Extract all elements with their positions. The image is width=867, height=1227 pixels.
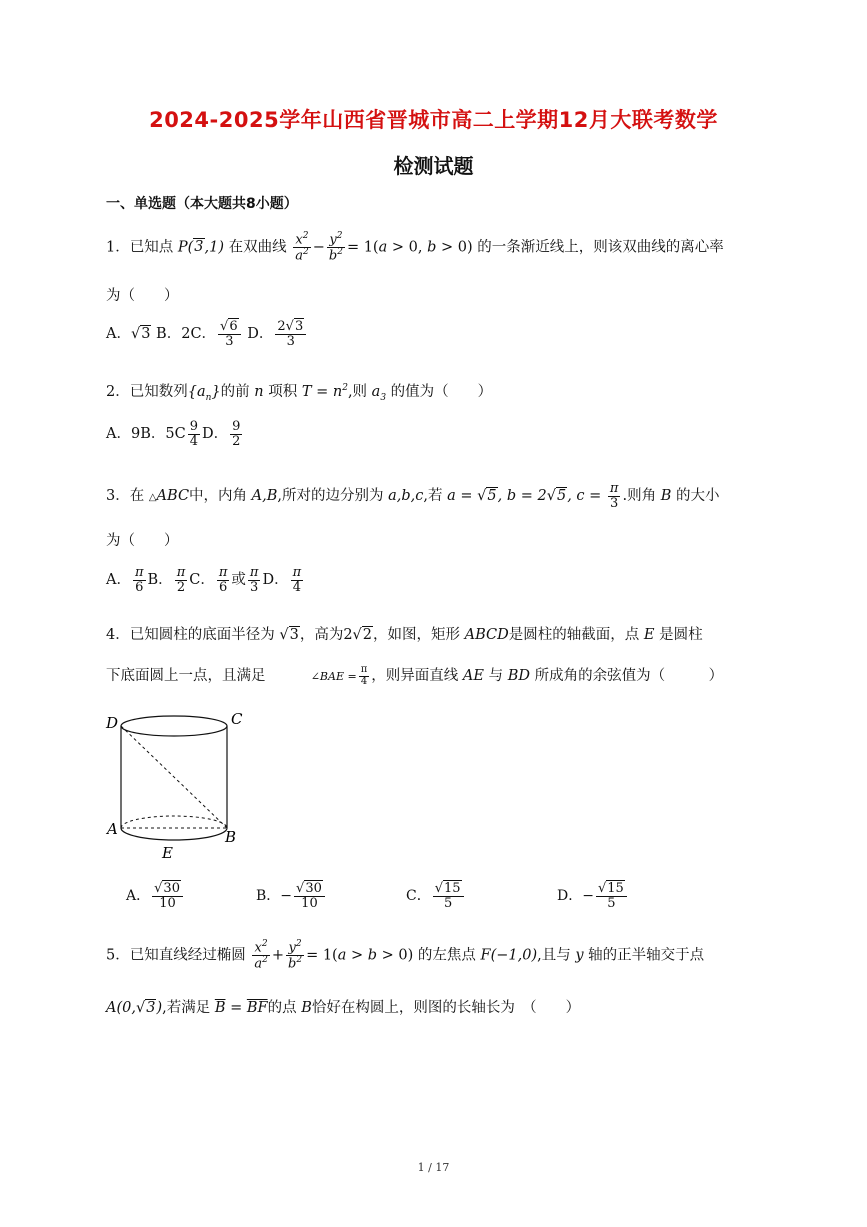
q4-option-c: C． $\frac{√15}{5}$ [406,882,466,910]
q3-text-b: 中，内角 [189,488,248,505]
q4-rect: ABCD [464,627,509,643]
q5-line2 [106,996,580,1017]
q1-text: 在双曲线 [228,239,287,256]
q3-pi3: $\frac{\pi}{3}$ [609,481,619,511]
q4-line2-c: 与 [488,668,504,684]
q2-line1 [106,380,492,403]
q5-line1: 5．已知直线经过椭圆 $\frac{x^2}{a^2}$ + $\frac{y^2}{b^2}$ = 1(a > b > 0) 的左焦点 F(−1,0),且与 y 轴的正半轴交于点 [106,939,705,972]
label-A: A [107,820,118,838]
document-subtitle: 检测试题 [393,154,474,178]
q2-text-e: 的值为（ ） [390,384,493,400]
q5-A: A(0,√3) [106,1000,163,1016]
q3-text-d: ,若 [423,488,443,505]
q4-angle: ∠BAE = [310,670,357,683]
q4-text-e: 是圆柱 [659,627,703,643]
q4-line2-d: 所成角的余弦值为（ ） [534,668,724,684]
q1-number: 1．已知点 [106,239,174,256]
q5-text-c: ,且与 [537,947,571,964]
q4-line1: 4．已知圆柱的底面半径为 √3，高为2√2，如图，矩形 ABCD是圆柱的轴截面，点 E 是圆柱 [106,627,703,643]
q2-text-c: 项积 [268,384,298,400]
label-E: E [162,844,173,862]
q2-n: n [254,384,264,400]
q2-a3: $a_3$ [371,384,387,403]
q4-text-a: 4．已知圆柱的底面半径为 [106,627,275,643]
q3-text-f: 的大小 [675,488,720,505]
q1-point: P(3,1) [177,239,224,256]
q3-text-e: .则角 [622,488,657,505]
q3-text-a: 3．在 [106,488,145,505]
cylinder-figure [104,708,264,868]
q5-text-d: 轴的正半轴交于点 [588,947,705,964]
q4-text-c: ，如图，矩形 [373,627,461,643]
q5-text-a: 5．已知直线经过椭圆 [106,947,246,964]
page-number: 1 / 17 [417,1161,450,1174]
q4-AE: AE [462,668,484,684]
q2-text-a: 2．已知数列 [106,384,188,400]
q3-options: A． $\frac{\pi}{6}$ B． $\frac{\pi}{2}$ C． $\frac{\pi}{6}$ 或 $\frac{\pi}{3}$ D． $\frac{\pi}{4}$ [106,565,302,595]
q4-option-a: A． $\frac{√30}{10}$ [126,882,185,910]
q4-line2-b: ，则异面直线 [371,668,459,684]
document-title: 2024-2025学年山西省晋城市高二上学期12月大联考数学 [149,108,718,132]
q4-option-d: D．− $\frac{√15}{5}$ [557,882,629,910]
q3-angles: A,B [251,488,278,505]
q5-line2-a: ,若满足 [162,1000,211,1016]
q3-sides: a,b,c [388,488,424,505]
q4-text-b: ，高为 [299,627,344,643]
q3-text-c: ,所对的边分别为 [277,488,384,505]
bottom-back-arc [121,816,227,828]
q5-vec: $\overline{B} = \overline{BF}$ [214,1000,268,1016]
q5-line2-c: 恰好在构圆上，则图的长轴长为 （ ） [311,1000,581,1016]
q5-F: F(−1,0) [480,947,538,964]
q1-frac-y: $\frac{y^2}{b^2}$ [328,231,343,264]
label-C: C [231,710,243,728]
q5-y: y [575,947,584,964]
q5-text-b: 的左焦点 [417,947,476,964]
q3-line2: 为（ ） [106,533,179,549]
q3-line1 [106,482,719,510]
q1-line1: 1．已知点 P(3,1) 在双曲线 $\frac{x^2}{a^2}$ − $\frac{y^2}{b^2}$ = 1(a > 0, b > 0) 的一条渐近线上，则该双曲线的离心率 [106,231,724,264]
label-D: D [106,714,119,732]
section-heading: 一、单选题（本大题共8小题） [106,196,298,212]
q4-BD: BD [507,668,530,684]
q4-text-d: 是圆柱的轴截面，点 [508,627,640,643]
q2-eq: $T = n^2$ [301,383,348,400]
q2-text-d: ,则 [347,384,368,400]
q4-E: E [643,627,655,643]
q2-options: A．9B．5C $\frac{9}{4}$ D． $\frac{9}{2}$ [106,419,241,449]
q5-B: B [301,1000,312,1016]
q1-tail: 的一条渐近线上，则该双曲线的离心率 [477,239,724,256]
label-B: B [225,828,237,846]
q2-text-b: 的前 [220,384,250,400]
q2-seq: $\{a_n\}$ [187,384,221,403]
q5-line2-b: 的点 [267,1000,297,1016]
q1-line2: 为（ ） [106,288,179,304]
q3-cond: a = √5, b = 2√5, c = [447,488,606,505]
q1-frac-x: $\frac{x^2}{a^2}$ [295,231,309,264]
q4-line2: 下底面圆上一点，且满足 ∠BAE = $\frac{\pi}{4}$ ，则异面直线 AE 与 BD 所成角的余弦值为（ ） [106,664,724,687]
top-ellipse [121,716,227,736]
q3-tri: △ABC [148,488,190,505]
q4-line2-a: 下底面圆上一点，且满足 [106,668,266,684]
diagonal-BD [121,726,227,828]
q4-option-b: B．− $\frac{√30}{10}$ [256,882,327,910]
q3-B: B [660,488,672,505]
bottom-front-arc [121,828,227,840]
q1-options: A．√3 B．2C． $\frac{√6}{3}$ D． $\frac{2√3}{3}$ [106,320,308,348]
